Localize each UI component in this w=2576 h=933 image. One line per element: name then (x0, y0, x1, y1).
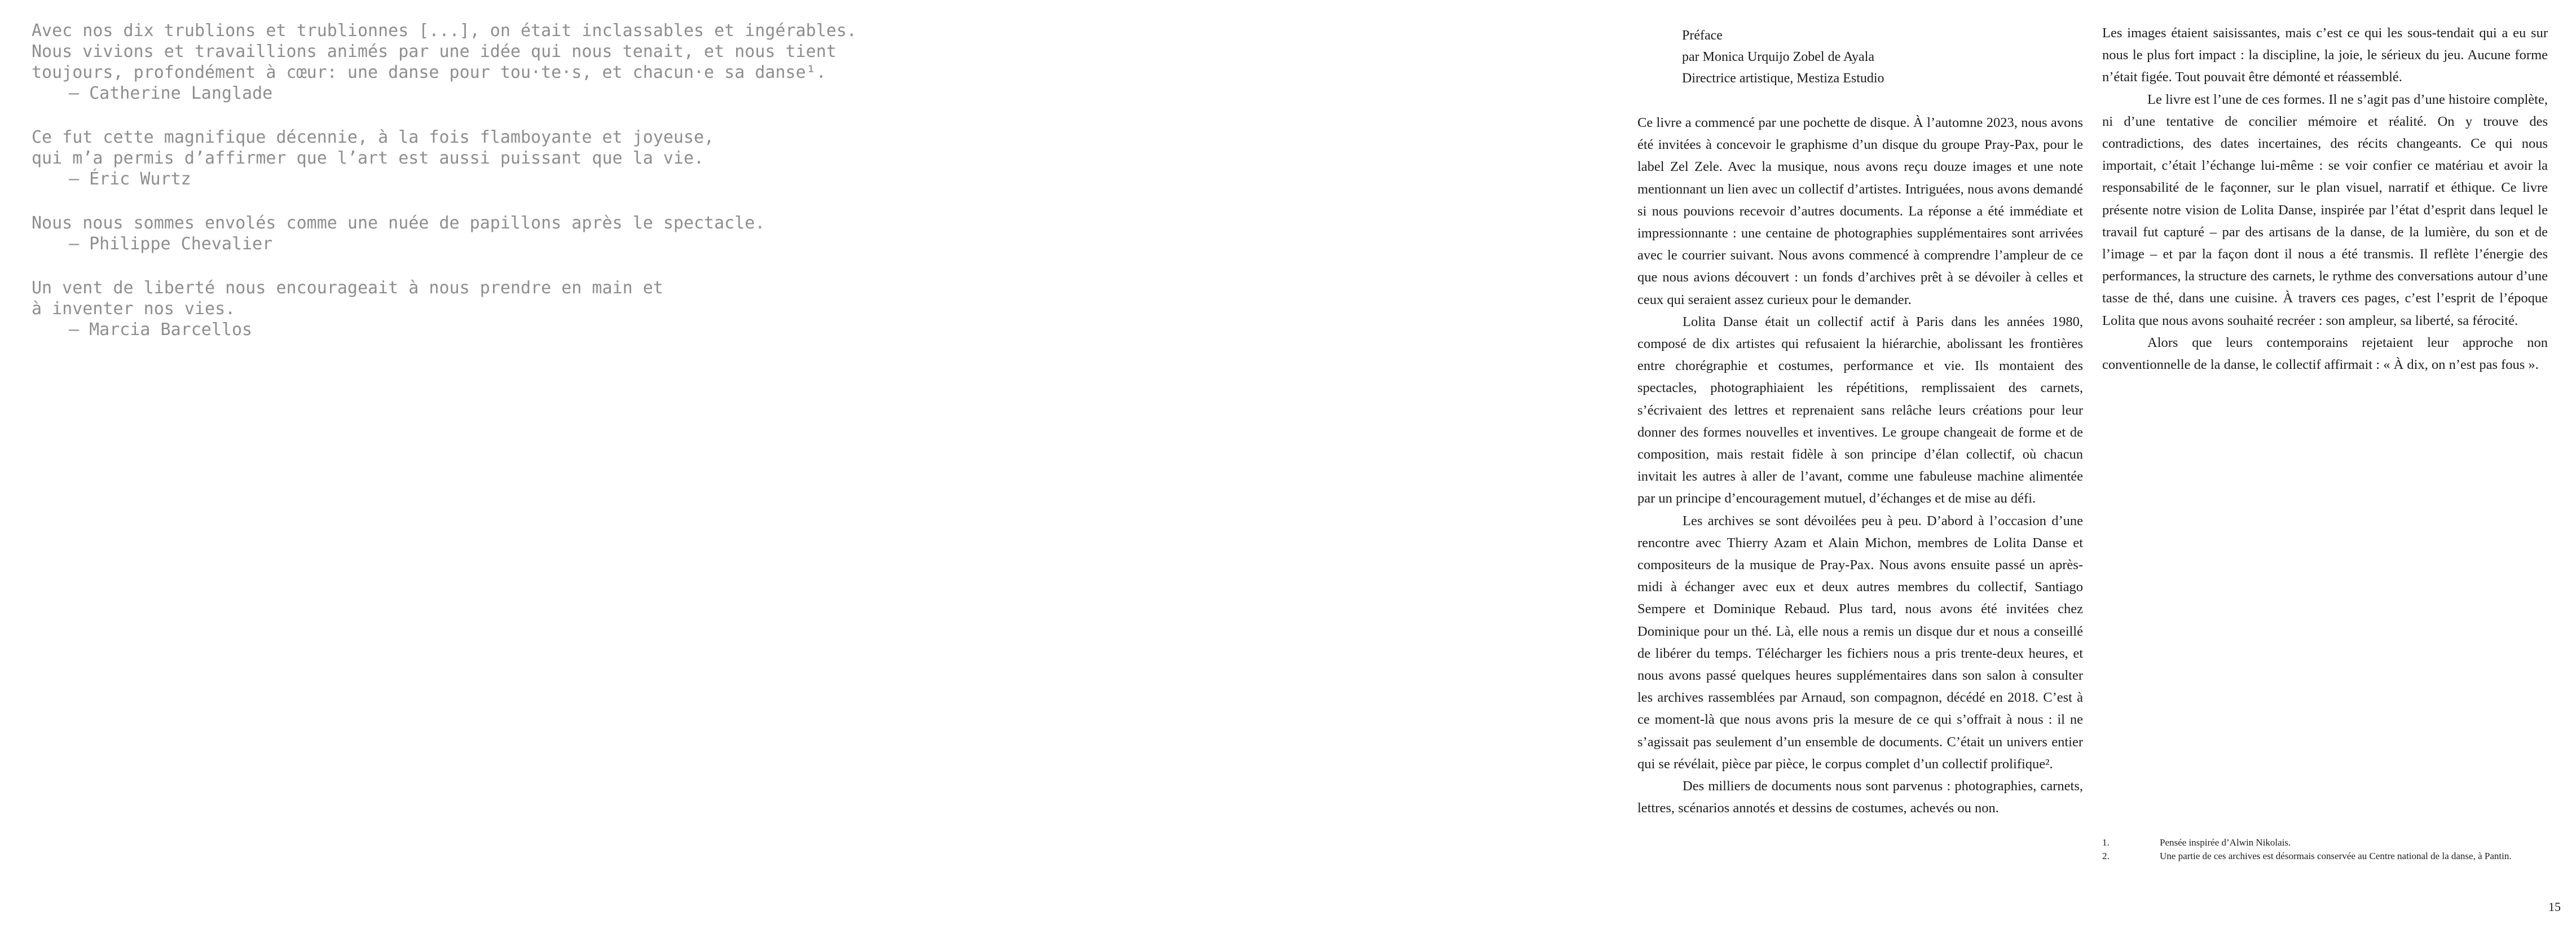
preface-byline: par Monica Urquijo Zobel de Ayala (1682, 50, 1875, 64)
paragraph: Les archives se sont dévoilées peu à peu. D’abord à l’occasion d’une rencontre avec Thierry Azam et Alain Michon, membres de Lolita Danse et compositeurs de la musique de Pray-Pax. Nous avons ensuite passé un après-midi à échanger avec eux et deux autres membres du collectif, Santiago Sempere et Dominique Rebaud. Plus tard, nous avons été invitées chez Dominique pour un thé. Là, elle nous a remis un disque dur et nous a conseillé de libérer du temps. Télécharger les fichiers nous a pris trente-deux heures, et nous avons passé quelques heures supplémentaires dans son salon à consulter les archives rassemblées par Arnaud, son compagnon, décédé en 2018. C’est à ce moment-là que nous avons pris la mesure de ce qui s’offrait à nous : il ne s’agissait pas seulement d’un ensemble de documents. C’était un univers entier qui se révélait, pièce par pièce, le corpus complet d’un collectif prolifique². (1637, 513, 2083, 772)
footnote-text: Une partie de ces archives est désormais conservée au Centre national de la danse, à Pantin. (2160, 851, 2512, 861)
paragraph: Le livre est l’une de ces formes. Il ne s’agit pas d’une histoire complète, ni d’une tentative de concilier mémoire et réalité. On y trouve des contradictions, des dates incertaines, des récits changeants. Ce qui nous importait, c’était l’échange lui-même : se voir confier ce matériau et avoir la responsabilité de le façonner, sur le plan visuel, narratif et éthique. Ce livre présente notre vision de Lolita Danse, inspirée par l’état d’esprit dans lequel le travail fut capturé – par des artisans de la danse, de la lumière, du son et de l’image – et par la façon dont il nous a été transmis. Il reflète l’énergie des performances, la structure des carnets, le rythme des conversations autour d’une tasse de thé, dans une cuisine. À travers ces pages, c’est l’esprit de l’époque Lolita que nous avons souhaité recréer : son ampleur, sa liberté, sa férocité. (2102, 91, 2548, 328)
quote-line: toujours, profondément à cœur: une danse pour tou·te·s, et chacun·e sa danse¹. (32, 63, 826, 82)
paragraph: Lolita Danse était un collectif actif à Paris dans les années 1980, composé de dix artistes qui refusaient la hiérarchie, abolissant les frontières entre chorégraphie et costumes, performance et vie. Ils montaient des spectacles, photographiaient les répétitions, remplissaient des carnets, s’écrivaient des lettres et reprenaient sans relâche leurs créations pour leur donner des formes nouvelles et inventives. Le groupe changeait de forme et de composition, mais restait fidèle à son principe d’élan collectif, où chacun invitait les autres à aller de l’avant, comme une fabuleuse machine alimentée par un principe d’encouragement mutuel, d’échanges et de mise au défi. (1637, 314, 2083, 507)
quote-line: Nous nous sommes envolés comme une nuée de papillons après le spectacle. (32, 213, 765, 233)
quote-line: à inventer nos vies. (32, 299, 236, 319)
text-column-1 (1637, 112, 2083, 820)
preface-author-role: Directrice artistique, Mestiza Estudio (1682, 71, 1884, 86)
paragraph: Les images étaient saisissantes, mais c’est ce qui les sous-tendait qui a eu sur nous le plus fort impact : la discipline, la joie, le sérieux du jeu. Aucune forme n’était figée. Tout pouvait être démonté et réassemblé. (2102, 25, 2548, 85)
paragraph: Alors que leurs contemporains rejetaient leur approche non conventionnelle de la danse, le collectif affirmait : « À dix, on n’est pas fous ». (2102, 335, 2548, 373)
quote-author: — Philippe Chevalier (69, 234, 273, 254)
quote-author: — Catherine Langlade (69, 83, 273, 103)
page-number: 15 (2548, 900, 2561, 914)
quote-1 (32, 20, 857, 104)
quote-line: Avec nos dix trublions et trublionnes [...], on était inclassables et ingérables. (32, 21, 857, 41)
quote-2 (32, 127, 821, 190)
footnote-number: 2. (2102, 851, 2110, 861)
preface-header (1682, 25, 2077, 89)
quote-line: qui m’a permis d’affirmer que l’art est aussi puissant que la vie. (32, 148, 704, 168)
footnote-number: 1. (2102, 837, 2110, 848)
text-column-2 (2102, 22, 2548, 376)
quote-line: Ce fut cette magnifique décennie, à la fois flamboyante et joyeuse, (32, 127, 715, 147)
footnote (2102, 837, 2548, 849)
quote-author: — Éric Wurtz (69, 169, 191, 189)
quote-line: Un vent de liberté nous encourageait à nous prendre en main et (32, 278, 663, 298)
paragraph: Ce livre a commencé par une pochette de disque. À l’automne 2023, nous avons été invitées à concevoir le graphisme d’un disque du groupe Pray-Pax, pour le label Zel Zele. Avec la musique, nous avons reçu douze images et une note mentionnant un lien avec un collectif d’artistes. Intriguées, nous avons demandé si nous pouvions recevoir d’autres documents. La réponse a été immédiate et impressionnante : une centaine de photographies supplémentaires sont arrivées avec le courrier suivant. Nous avons commencé à comprendre l’ampleur de ce que nous avions découvert : un fonds d’archives prêt à se dévoiler à celles et ceux qui seraient assez curieux pour le demander. (1637, 115, 2083, 307)
footnote-text: Pensée inspirée d’Alwin Nikolais. (2160, 837, 2291, 848)
epigraph-quotes (32, 20, 857, 363)
quote-3 (32, 213, 821, 254)
footnotes (2102, 837, 2548, 864)
footnote (2102, 850, 2548, 862)
quote-4 (32, 278, 821, 340)
preface-title: Préface (1682, 28, 1723, 43)
paragraph: Des milliers de documents nous sont parvenus : photographies, carnets, lettres, scénarios annotés et dessins de costumes, achevés ou non. (1637, 778, 2083, 816)
quote-author: — Marcia Barcellos (69, 320, 253, 340)
quote-line: Nous vivions et travaillions animés par une idée qui nous tenait, et nous tient (32, 42, 836, 61)
